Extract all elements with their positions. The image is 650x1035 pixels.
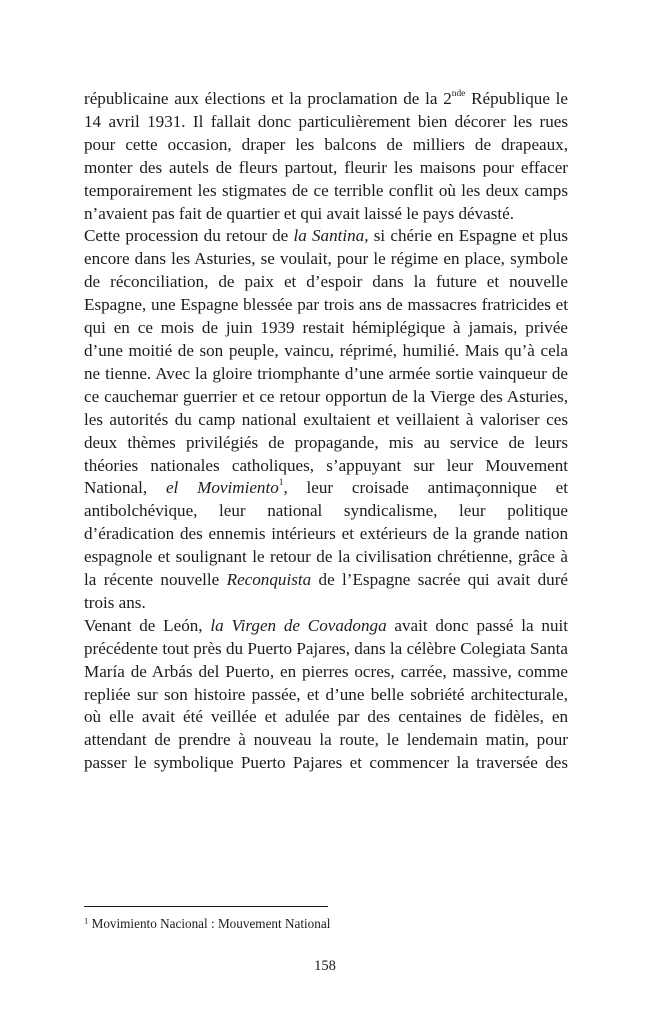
body-text — [84, 88, 568, 775]
text-run: , leur croisade antimaçonnique et antibolchévique, leur national syndicalisme, leur politique d’éradication des ennemis intérieurs et extérieurs de la grande nation espagnole et soulignant le retour de la civilisation chrétienne, grâce à la récente nouvelle — [84, 478, 568, 590]
text-run: avait donc passé la nuit précédente tout près du Puerto Pajares, dans la célèbre Colegiata Santa María de Arbás del Puerto, en pierres ocres, carrée, massive, comme repliée sur son histoire passée, et d’une belle sobriété architecturale, où elle avait été veillée et adulée par des centaines de fidèles, en attendant de prendre à nouveau la route, le lendemain matin, pour passer le symbolique Puerto Pajares et commencer la traversée des — [84, 615, 568, 773]
page-number: 158 — [314, 958, 336, 974]
text-run: Cette procession du retour de — [84, 226, 294, 246]
text-run: de l’Espagne sacrée qui avait duré trois ans. — [84, 570, 568, 612]
paragraph-3 — [84, 615, 568, 775]
footnote-reference: 1 — [278, 478, 284, 489]
footnote-marker: 1 — [84, 915, 89, 926]
footnote-separator — [84, 906, 328, 907]
superscript-ordinal: nde — [451, 89, 466, 100]
italic-term: el Movimiento — [165, 478, 279, 498]
footnote — [84, 915, 568, 933]
paragraph-2 — [84, 225, 568, 614]
italic-term: Reconquista — [226, 570, 312, 590]
text-run: , si chérie en Espagne et plus encore dans les Asturies, se voulait, pour le régime en place, symbole de réconciliation, de paix et d’espoir dans la future et nouvelle Espagne, une Espagne blessée par trois ans de massacres fratricides et qui en ce mois de juin 1939 restait hémiplégique à jamais, privée d’une moitié de son peuple, vaincu, réprimé, humilié. Mais qu’à cela ne tienne. Avec la gloire triomphante d’une armée sortie vainqueur de ce cauchemar guerrier et ce retour opportun de la Vierge des Asturies, les autorités du camp national exultaient et veillaient à valoriser ces deux thèmes privilégiés de propagande, mis au service de leurs théories nationales catholiques, s’appuyant sur leur Mouvement National, — [84, 226, 568, 498]
italic-term: la Santina — [293, 226, 365, 246]
text-run: République le 14 avril 1931. Il fallait donc particulièrement bien décorer les rues pour cette occasion, draper les balcons de milliers de drapeaux, monter des autels de fleurs partout, fleurir les maisons pour effacer temporairement les stigmates de ce terrible conflit où les deux camps n’avaient pas fait de quartier et qui avait laissé le pays dévasté. — [84, 89, 568, 223]
footnote-text: Movimiento Nacional : Mouvement National — [88, 916, 331, 931]
text-run: républicaine aux élections et la proclamation de la 2 — [84, 89, 452, 108]
italic-term: la Virgen de Covadonga — [210, 615, 387, 635]
paragraph-1 — [84, 88, 568, 225]
text-run: Venant de León, — [84, 615, 211, 635]
